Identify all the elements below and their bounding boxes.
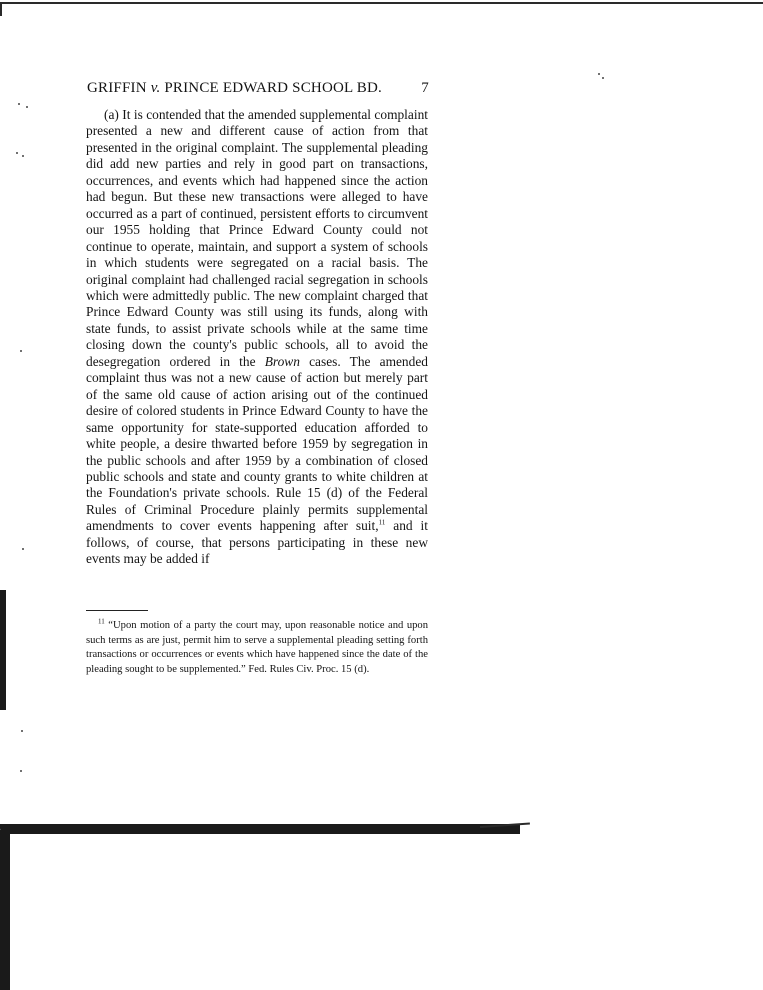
body-paragraph — [86, 107, 428, 568]
scan-speck — [18, 103, 20, 105]
body-part-3: and it follows, of course, that persons participating in these new events may be added if — [86, 518, 428, 567]
scan-speck — [20, 350, 22, 352]
scan-speck — [20, 770, 22, 772]
scan-speck — [22, 155, 24, 157]
running-head — [87, 80, 429, 97]
scan-left-edge-mark — [0, 590, 6, 710]
scan-bottom-band — [0, 824, 520, 834]
scan-speck — [16, 152, 18, 154]
footnote-rule — [86, 610, 148, 611]
running-head-title — [87, 80, 382, 97]
footnote-paragraph — [86, 619, 428, 677]
scan-speck — [22, 548, 24, 550]
versus: v. — [150, 80, 161, 96]
case-name-italic: Brown — [264, 353, 300, 369]
footnote — [86, 619, 428, 677]
scan-bottom-left-edge — [0, 830, 10, 990]
case-name-right: PRINCE EDWARD SCHOOL BD. — [164, 80, 382, 96]
body-part-1: (a) It is contended that the amended supplemental complaint presented a new and different cause of action from that presented in the original complaint. The supplemental pleading did add new parties and rely in good part on transactions, occurrences, and events which had happened since the action had begun. But these new transactions were alleged to have occurred as a part of continued, persistent efforts to circumvent our 1955 holding that Prince Edward County could not continue to operate, maintain, and support a system of schools in which students were segregated on a racial basis. The original complaint had challenged racial segregation in schools which were admittedly public. The new complaint charged that Prince Edward County was still using its funds, along with state funds, to assist private schools while at the same time closing down the county's public schools, all to avoid the desegregation ordered in the — [86, 107, 428, 369]
body-part-2: cases. The amended complaint thus was not a new cause of action but merely part of the same old cause of action arising out of the continued desire of colored students in Prince Edward County to have the same opportunity for state-supported education afforded to white people, a desire thwarted before 1959 by segregation in the public schools and after 1959 by a combination of closed public schools and state and county grants to white children at the Foundation's private schools. Rule 15 (d) of the Federal Rules of Criminal Procedure plainly permits supplemental amendments to cover events happening after suit, — [86, 353, 428, 534]
footnote-text: “Upon motion of a party the court may, upon reasonable notice and upon such terms as are just, permit him to serve a supplemental pleading setting forth transactions or occurrences or events which have happened since the date of the pleading sought to be supplemented.” Fed. Rules Civ. Proc. 15 (d). — [86, 620, 429, 675]
scan-top-edge — [0, 2, 763, 4]
footnote-number: 11 — [98, 617, 105, 626]
page-number: 7 — [421, 80, 429, 96]
footnote-reference: 11 — [378, 518, 386, 527]
body-text — [86, 107, 428, 568]
case-name-left: GRIFFIN — [87, 80, 147, 96]
scan-speck — [598, 73, 600, 75]
scan-top-left-tick — [0, 2, 2, 16]
scan-speck — [26, 106, 28, 108]
scan-speck — [602, 77, 604, 79]
scan-speck — [21, 730, 23, 732]
